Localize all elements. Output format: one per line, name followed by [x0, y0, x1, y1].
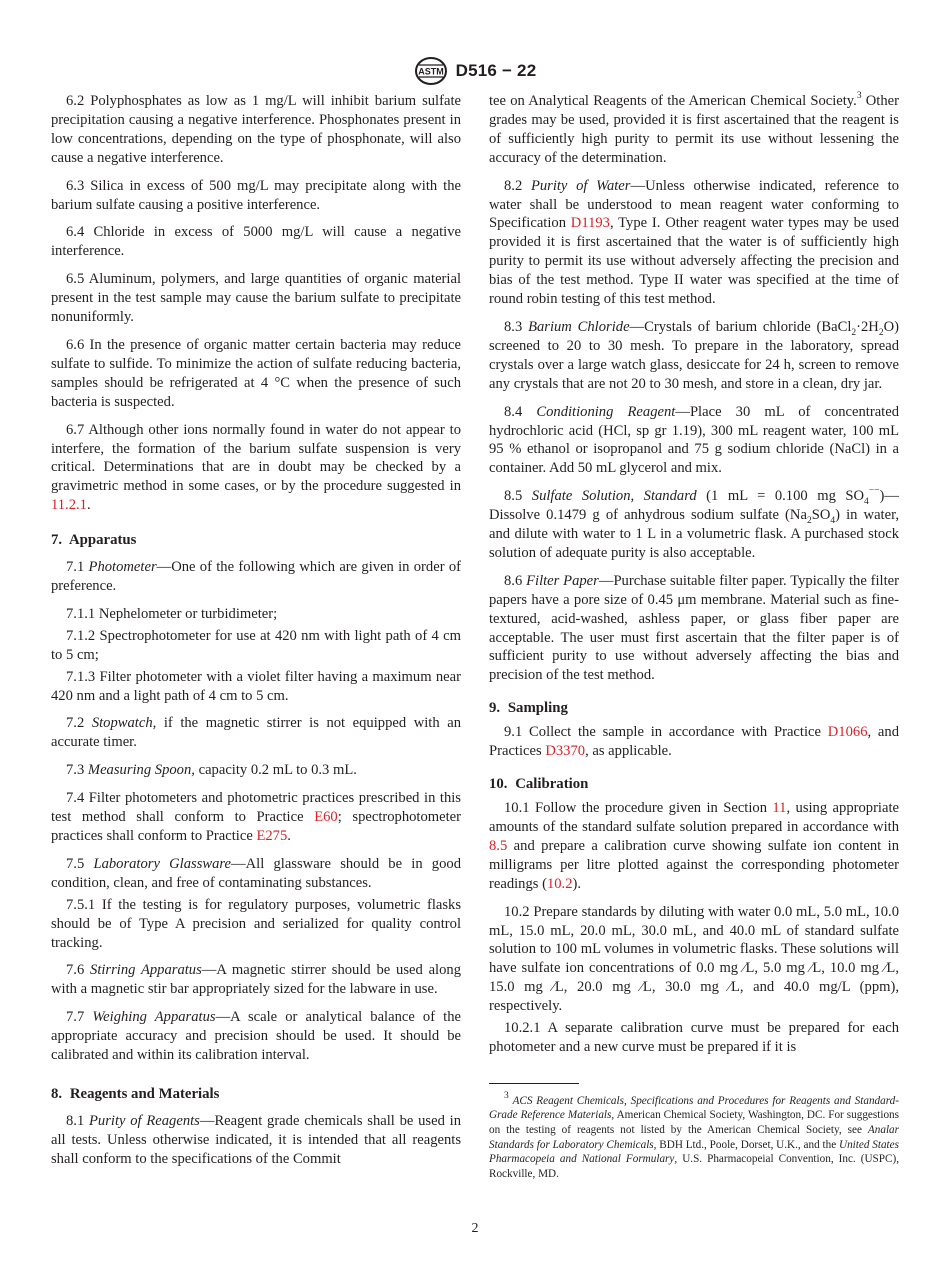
para-7-7: 7.7 Weighing Apparatus—A scale or analytical balance of the appropriate accuracy and precision should be used. It should be calibrated and within its calibration interval. [51, 1009, 461, 1064]
para-7-6: 7.6 Stirring Apparatus—A magnetic stirrer should be used along with a magnetic stir bar appropriately sized for the labware in use. [51, 962, 461, 998]
para-7-1-3: 7.1.3 Filter photometer with a violet filter having a maximum near 420 nm and a light path of 4 cm to 5 cm. [51, 668, 461, 704]
link-10-2[interactable]: 10.2 [546, 875, 573, 892]
para-8-2: 8.2 Purity of Water—Unless otherwise indicated, reference to water shall be understood to mean reagent water conforming to Specification D1193, Type I. Other reagent water types may be used provided it is first ascertained that the water is of sufficiently high purity to permit its use without adversely affecting the precision and bias of the test method. Type II water was specified at the time of round robin testing of this test method. [489, 177, 900, 308]
astm-logo-icon [414, 56, 448, 86]
para-7-1-1: 7.1.1 Nephelometer or turbidimeter; [66, 605, 278, 622]
para-6-2: 6.2 Polyphosphates as low as 1 mg/L will inhibit barium sulfate precipitation causing a negative interference. Phosphonates present in low concentrations, depending on the type of phosphonate, will also cause a negative interference. [51, 93, 461, 166]
para-6-3: 6.3 Silica in excess of 500 mg/L may precipitate along with the barium sulfate causing a positive interference. [51, 177, 462, 213]
para-7-5: 7.5 Laboratory Glassware—All glassware should be in good condition, clean, and free of contaminating substances. [51, 855, 461, 891]
footnote-rule [489, 1083, 579, 1084]
para-7-5-1: 7.5.1 If the testing is for regulatory purposes, volumetric flasks should be of Type A precision and serialized for quality control tracking. [51, 896, 462, 951]
para-6-5: 6.5 Aluminum, polymers, and large quantities of organic material present in the test sample may cause the barium sulfate to precipitate nonuniformly. [51, 271, 461, 326]
link-11-2-1[interactable]: 11.2.1 [51, 497, 87, 514]
para-10-1: 10.1 Follow the procedure given in Section 11, using appropriate amounts of the standard sulfate solution prepared in accordance with 8.5 and prepare a calibration curve showing sulfate ion content in milligrams per litre plotted against the corresponding photometer readings (10.2). [489, 800, 899, 892]
para-7-1: 7.1 Photometer—One of the following which are given in order of preference. [51, 559, 461, 595]
footnote-ref-3[interactable]: 3 [856, 91, 862, 102]
para-7-1-2: 7.1.2 Spectrophotometer for use at 420 nm with light path of 4 cm to 5 cm; [51, 627, 461, 663]
link-d3370[interactable]: D3370 [545, 743, 586, 760]
para-7-3: 7.3 Measuring Spoon, capacity 0.2 mL to 0.3 mL. [66, 762, 357, 779]
para-9-1: 9.1 Collect the sample in accordance with Practice D1066, and Practices D3370, as applicable. [489, 724, 900, 760]
link-d1066[interactable]: D1066 [827, 724, 868, 741]
para-7-4: 7.4 Filter photometers and photometric practices prescribed in this test method shall conform to Practice E60; spectrophotometer practices shall conform to Practice E275. [51, 790, 461, 844]
para-8-1: 8.1 Purity of Reagents—Reagent grade chemicals shall be used in all tests. Unless otherwise indicated, it is intended that all reagents shall conform to the specifications of the Commit [51, 1112, 461, 1167]
svg-text:ASTM: ASTM [417, 66, 444, 77]
section-7-heading: 7. Apparatus [51, 532, 137, 549]
link-8-5[interactable]: 8.5 [489, 837, 508, 854]
para-10-2-1: 10.2.1 A separate calibration curve must be prepared for each photometer and a new curve must be prepared if it is [489, 1020, 899, 1055]
para-6-6: 6.6 In the presence of organic matter certain bacteria may reduce sulfate to sulfide. To minimize the action of sulfate reducing bacteria, samples should be refrigerated at 4 °C when the presence of such bacteria is suspected. [51, 336, 461, 410]
para-8-1-continued: tee on Analytical Reagents of the American Chemical Society.$^3$ Other grades may be used, provided it is first ascertained that the reagent is of sufficiently high purity to permit its use without lessening the accuracy of the determination. [489, 91, 899, 166]
link-e275[interactable]: E275 [256, 828, 288, 844]
footnote-3: $^3$ ACS Reagent Chemicals, Specifications and Procedures for Reagents and Standard-Grade Reference Materials, American Chemical Society, Washington, DC. For suggestions on the testing of reagents not listed by the American Chemical Society, see Analar Standards for Laboratory Chemicals, BDH Ltd., Poole, Dorset, U.K., and the United States Pharmacopeia and National Formulary, U.S. Pharmacopeial Convention, Inc. (USPC), Rockville, MD. [489, 1091, 899, 1180]
right-column [489, 92, 899, 1181]
page-number: 2 [471, 1221, 479, 1236]
link-d1193[interactable]: D1193 [570, 215, 610, 232]
document-designation: D516 − 22 [455, 61, 537, 80]
para-6-4: 6.4 Chloride in excess of 5000 mg/L will cause a negative interference. [51, 224, 461, 260]
link-section-11[interactable]: 11 [772, 800, 787, 817]
para-6-7: 6.7 Although other ions normally found in water do not appear to interfere, the formation of the barium sulfate suspension is very critical. Determinations that are in doubt may be checked by a gravimetric method in some cases, or by the procedure suggested in 11.2.1. [51, 421, 462, 514]
para-10-2: 10.2 Prepare standards by diluting with water 0.0 mL, 5.0 mL, 10.0 mL, 15.0 mL, 20.0 mL, 30.0 mL, and 40.0 mL of standard sulfate solution to 100 mL volumes in volumetric flasks. These solutions will have sulfate ion concentrations of 0.0 mg ⁄L, 5.0 mg ⁄L, 10.0 mg ⁄L, 15.0 mg ⁄L, 20.0 mg ⁄L, 30.0 mg ⁄L, and 40.0 mg/L (ppm), respectively. [489, 903, 899, 1015]
section-10-heading: 10. Calibration [489, 776, 589, 793]
para-8-3: 8.3 Barium Chloride—Crystals of barium chloride $(BaCl_2\cdot 2H_2O)$ screened to 20 to 30 mesh. To prepare in the laboratory, spread crystals over a large watch glass, desiccate for 24 h, screen to remove any crystals that are not 20 to 30 mesh, and store in a clean, dry jar. [489, 318, 899, 392]
para-8-6: 8.6 Filter Paper—Purchase suitable filter paper. Typically the filter papers have a pore size of 0.45 μm membrane. Material such as fine-textured, acid-washed, ashless paper, or glass fiber paper are acceptable. The user must first ascertain that the filter paper is of sufficient purity to use without adversely affecting the bias and precision of the test method. [489, 572, 899, 684]
page-header [0, 56, 950, 86]
section-8-heading: 8. Reagents and Materials [51, 1085, 220, 1102]
section-9-heading: 9. Sampling [489, 700, 568, 717]
para-7-2: 7.2 Stopwatch, if the magnetic stirrer is not equipped with an accurate timer. [51, 715, 461, 751]
para-8-5: 8.5 Sulfate Solution, Standard (1 mL = 0.100 mg $SO_4^{--})—$ Dissolve 0.1479 g of anhydrous sodium sulfate $(Na_2SO_4)$ in water, and dilute with water to 1 L in a volumetric flask. A purchased stock solution of adequate purity is also acceptable. [489, 486, 899, 561]
left-column [51, 92, 461, 1178]
para-8-4: 8.4 Conditioning Reagent—Place 30 mL of concentrated hydrochloric acid (HCl, sp gr 1.19), 300 mL reagent water, 100 mL 95 % ethanol or isopropanol and 75 g sodium chloride (NaCl) in a container. Add 50 mL glycerol and mix. [489, 403, 900, 477]
link-e60[interactable]: E60 [314, 809, 338, 826]
